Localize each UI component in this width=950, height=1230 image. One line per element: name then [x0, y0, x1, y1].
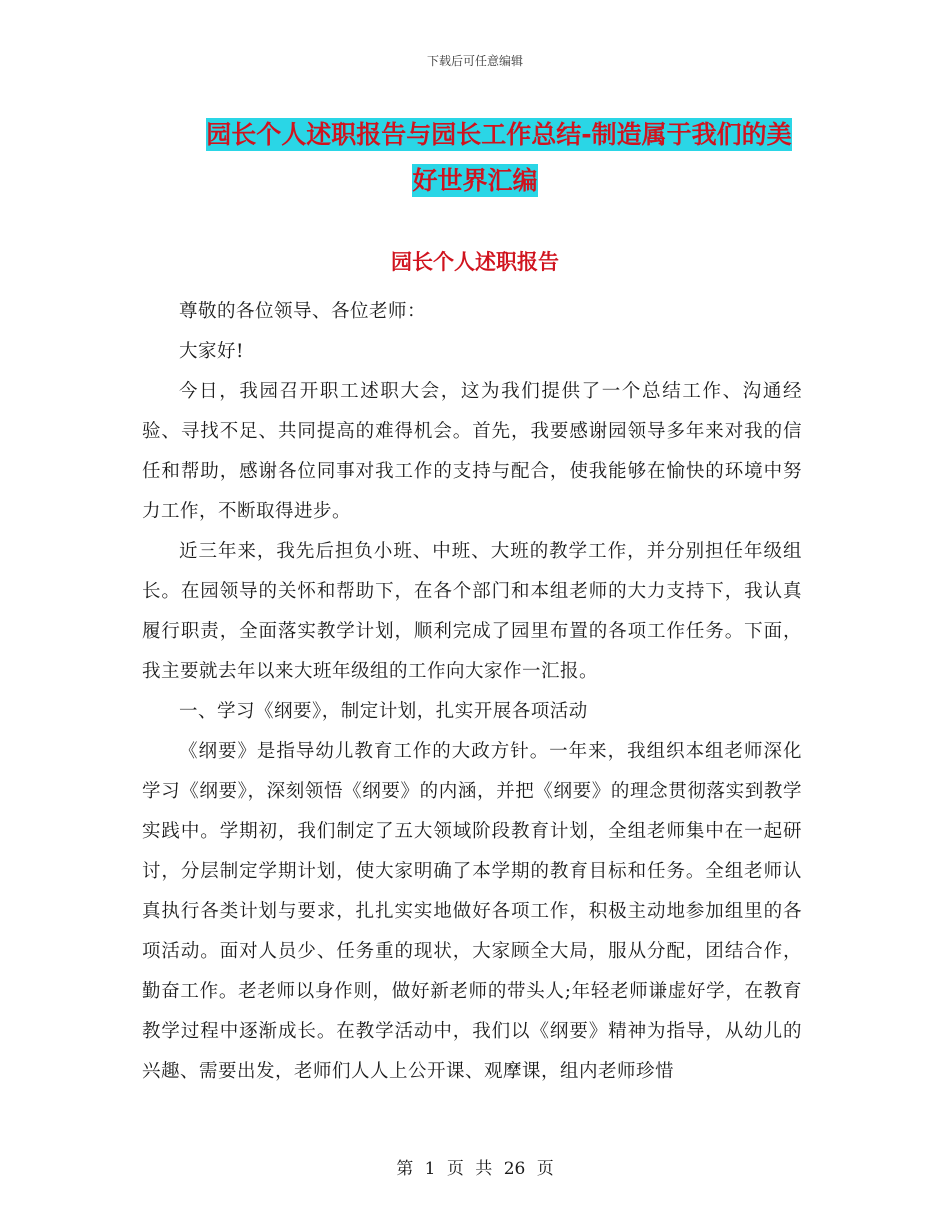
- document-body: [142, 292, 802, 1092]
- section-title: 园长个人述职报告: [391, 250, 559, 274]
- paragraph: 大家好!: [179, 341, 244, 362]
- page-footer: 第 1 页 共 26 页: [396, 1159, 554, 1179]
- header-note: 下载后可任意编辑: [426, 54, 523, 68]
- paragraph: 《纲要》是指导幼儿教育工作的大政方针。一年来，我组织本组老师深化学习《纲要》，深刻领悟《纲要》的内涵，并把《纲要》的理念贯彻落实到教学实践中。学期初，我们制定了五大领域阶段教育计划，全组老师集中在一起研讨，分层制定学期计划，使大家明确了本学期的教育目标和任务。全组老师认真执行各类计划与要求，扎扎实实地做好各项工作，积极主动地参加组里的各项活动。面对人员少、任务重的现状，大家顾全大局，服从分配，团结合作，勤奋工作。老老师以身作则，做好新老师的带头人;年轻老师谦虚好学，在教育教学过程中逐渐成长。在教学活动中，我们以《纲要》精神为指导，从幼儿的兴趣、需要出发，老师们人人上公开课、观摩课，组内老师珍惜: [142, 741, 802, 1082]
- document-title-line-2: 好世界汇编: [412, 166, 538, 195]
- document-title-line-1: 园长个人述职报告与园长工作总结-制造属于我们的美: [206, 120, 792, 149]
- paragraph: 近三年来，我先后担负小班、中班、大班的教学工作，并分别担任年级组长。在园领导的关怀和帮助下，在各个部门和本组老师的大力支持下，我认真履行职责，全面落实教学计划，顺利完成了园里布置的各项工作任务。下面，我主要就去年以来大班年级组的工作向大家作一汇报。: [142, 541, 802, 682]
- paragraph: 今日，我园召开职工述职大会，这为我们提供了一个总结工作、沟通经验、寻找不足、共同提高的难得机会。首先，我要感谢园领导多年来对我的信任和帮助，感谢各位同事对我工作的支持与配合，使我能够在愉快的环境中努力工作，不断取得进步。: [142, 381, 802, 522]
- paragraph: 尊敬的各位领导、各位老师：: [179, 301, 427, 322]
- paragraph: 一、学习《纲要》，制定计划，扎实开展各项活动: [179, 701, 588, 722]
- document-title: [0, 112, 950, 204]
